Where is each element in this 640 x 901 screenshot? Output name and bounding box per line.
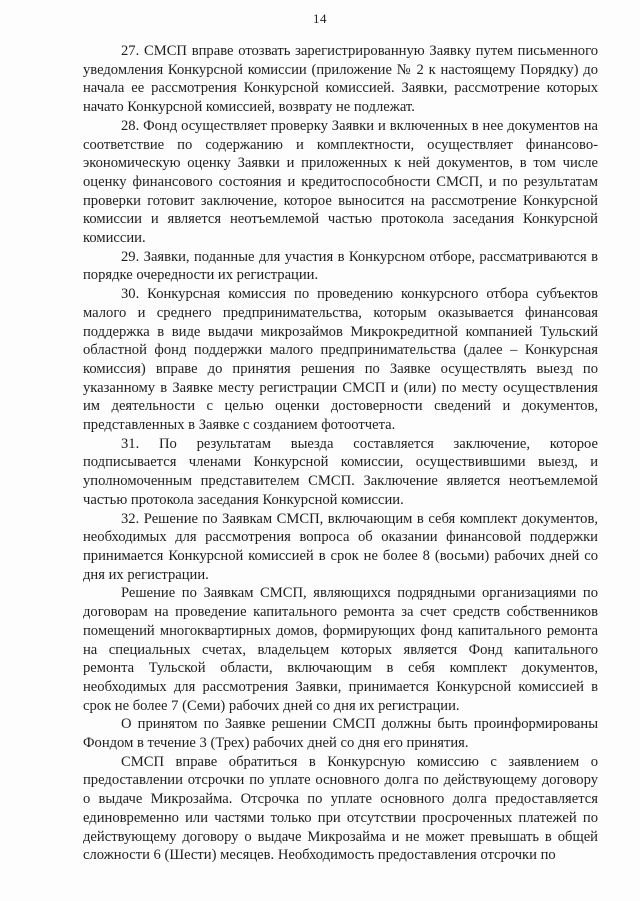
paragraph-30: 30. Конкурсная комиссия по проведению конкурсного отбора субъектов малого и среднего предпринимательства, которым оказывается финансовая поддержка в виде выдачи микрозаймов Микрокредитной компанией Тульский областной фонд поддержки малого предпринимательства (далее – Конкурсная комиссия) вправе до принятия решения по Заявке осуществлять выезд по указанному в Заявке месту регистрации СМСП и (или) по месту осуществления им деятельности с целью оценки достоверности сведений и документов, представленных в Заявке с созданием фотоотчета. bbox=[83, 286, 598, 434]
paragraph-32-notification: О принятом по Заявке решении СМСП должны быть проинформированы Фондом в течение 3 (Трех) рабочих дней со дня его принятия. bbox=[83, 716, 598, 752]
paragraph-deferral: СМСП вправе обратиться в Конкурсную комиссию с заявлением о предоставлении отсрочки по уплате основного долга по действующему договору о выдаче Микрозайма. Отсрочка по уплате основного долга предоставляется единовременно или частями только при отсутствии просроченных платежей по действующему договору о выдаче Микрозайма и не может превышать в общей сложности 6 (Шести) месяцев. Необходимость предоставления отсрочки по bbox=[83, 753, 598, 864]
paragraph-28: 28. Фонд осуществляет проверку Заявки и включенных в нее документов на соответствие по содержанию и комплектности, осуществляет финансово-экономическую оценку Заявки и приложенных к ней документов, в том числе оценку финансового состояния и кредитоспособности СМСП, и по результатам проверки готовит заключение, которое выносится на рассмотрение Конкурсной комиссии и является неотъемлемой частью протокола заседания Конкурсной комиссии. bbox=[83, 117, 598, 247]
paragraph-31: 31. По результатам выезда составляется заключение, которое подписывается членами Конкурсной комиссии, осуществившими выезд, и уполномоченным представителем СМСП. Заключение является неотъемлемой частью протокола заседания Конкурсной комиссии. bbox=[83, 435, 598, 508]
paragraph-27: 27. СМСП вправе отозвать зарегистрированную Заявку путем письменного уведомления Конкурсной комиссии (приложение № 2 к настоящему Порядку) до начала ее рассмотрения Конкурсной комиссией. Заявки, рассмотрение которых начато Конкурсной комиссией, возврату не подлежат. bbox=[83, 43, 598, 116]
paragraph-29: 29. Заявки, поданные для участия в Конкурсном отборе, рассматриваются в порядке очередности их регистрации. bbox=[83, 248, 598, 284]
document-body bbox=[83, 42, 598, 865]
paragraph-32: 32. Решение по Заявкам СМСП, включающим в себя комплект документов, необходимых для рассмотрения вопроса об оказании финансовой поддержки принимается Конкурсной комиссией в срок не более 8 (восьми) рабочих дней со дня их регистрации. bbox=[83, 510, 598, 583]
page-number: 14 bbox=[313, 11, 327, 26]
paragraph-32-contractors: Решение по Заявкам СМСП, являющихся подрядными организациями по договорам на проведение капитального ремонта за счет средств собственников помещений многоквартирных домов, формирующих фонд капитального ремонта на специальных счетах, владельцем которых является Фонд капитального ремонта Тульской области, включающим в себя комплект документов, необходимых для рассмотрения Заявки, принимается Конкурсной комиссией в срок не более 7 (Семи) рабочих дней со дня их регистрации. bbox=[83, 585, 598, 714]
